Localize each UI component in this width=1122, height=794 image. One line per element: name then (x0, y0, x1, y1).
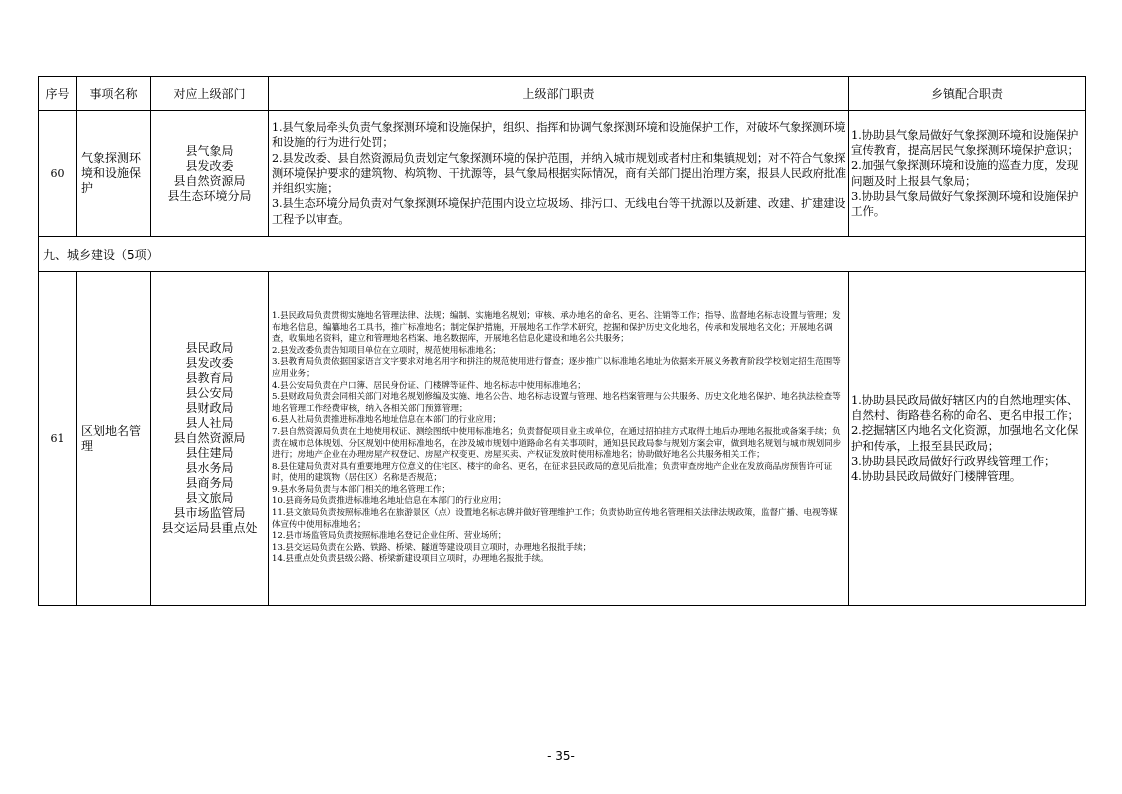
row60-duties (269, 111, 849, 237)
row60-coop (849, 111, 1086, 237)
dept-item: 县民政局 (185, 341, 234, 355)
duty-item: 5.县财政局负责会同相关部门对地名规划修编及实施、地名公告、地名标志设置与管理、地名档案管理与公共服务、历史文化地名保护、地名执法检查等地名管理工作经费审核，纳入各相关部门预算管理； (272, 392, 841, 414)
dept-item: 县财政局 (185, 401, 234, 415)
table-header-row (39, 77, 1086, 111)
duty-item: 4.县公安局负责在户口簿、居民身份证、门楼牌等证件、地名标志中使用标准地名； (272, 380, 586, 391)
table-row-61 (39, 272, 1086, 606)
dept-item: 县发改委 (185, 158, 234, 173)
dept-item: 县文旅局 (185, 491, 234, 505)
row61-seq: 61 (39, 272, 77, 606)
section-row (39, 237, 1086, 272)
row60-seq: 60 (39, 111, 77, 237)
dept-item: 县发改委 (185, 356, 234, 370)
header-item-name: 事项名称 (77, 77, 151, 111)
dept-item: 县公安局 (185, 386, 234, 400)
dept-item: 县自然资源局 (173, 431, 246, 445)
duty-item: 3.县生态环境分局负责对气象探测环境保护范围内设立垃圾场、排污口、无线电台等干扰源以及新建、改建、扩建建设工程予以审查。 (272, 197, 846, 226)
duty-item: 1.县气象局牵头负责气象探测环境和设施保护，组织、指挥和协调气象探测环境和设施保护工作，对破坏气象探测环境和设施的行为进行处罚； (272, 120, 846, 150)
dept-item: 县交运局县重点处 (161, 521, 258, 535)
dept-item: 县自然资源局 (173, 173, 246, 188)
header-dept: 对应上级部门 (151, 77, 269, 111)
dept-item: 县气象局 (185, 143, 234, 158)
section-title: 九、城乡建设（5项） (39, 237, 1086, 272)
dept-item: 县市场监管局 (173, 506, 246, 520)
coop-item: 3.协助县气象局做好气象探测环境和设施保护工作。 (851, 188, 1079, 219)
row61-depts (151, 272, 269, 606)
dept-item: 县住建局 (185, 446, 234, 460)
coop-item: 1.协助县气象局做好气象探测环境和设施保护宣传教育，提高居民气象探测环境保护意识； (851, 127, 1079, 157)
duty-item: 2.县发改委负责告知项目单位在立项时，规范使用标准地名； (272, 345, 501, 356)
duty-item: 7.县自然资源局负责在土地使用权证、测绘图纸中使用标准地名；负责督促项目业主或单位，在通过招拍挂方式取得土地后办理地名报批或备案手续；负责在城市总体规划、分区规划中使用标准地名，在涉及城市规划中道路命名有关事项时，通知县民政局参与规划方案会审，做到地名规划与城市规划同步进行；房地产企业在办理房屋产权登记、房屋产权变更、房屋买卖、产权证发放时使用标准地名；协助做好地名公共服务相关工作； (272, 426, 842, 461)
coop-item: 1.协助县民政局做好辖区内的自然地理实体、自然村、街路巷名称的命名、更名申报工作； (851, 392, 1079, 422)
duty-item: 1.县民政局负责贯彻实施地名管理法律、法规；编制、实施地名规划；审核、承办地名的命名、更名、注销等工作；指导、监督地名标志设置与管理；发布地名信息，编纂地名工具书，推广标准地名；制定保护措施，开展地名工作学术研究，挖掘和保护历史文化地名，传承和发展地名文化；开展地名调查，收集地名资料，建立和管理地名档案、地名数据库，开展地名信息化建设和地名公共服务； (272, 310, 841, 345)
row61-coop (849, 272, 1086, 606)
header-seq: 序号 (39, 77, 77, 111)
coop-item: 4.协助县民政局做好门楼牌管理。 (851, 469, 1022, 484)
duty-item: 11.县文旅局负责按照标准地名在旅游景区（点）设置地名标志牌并做好管理维护工作；负责协助宣传地名管理相关法律法规政策，监督广播、电视等媒体宣传中使用标准地名； (272, 508, 838, 530)
row60-item-name: 气象探测环境和设施保护 (77, 111, 151, 237)
coop-item: 3.协助县民政局做好行政界线管理工作； (851, 453, 1056, 468)
dept-item: 县生态环境分局 (167, 188, 252, 203)
table-row-60 (39, 111, 1086, 237)
dept-item: 县教育局 (185, 371, 234, 385)
row61-item-name: 区划地名管理 (77, 272, 151, 606)
row61-duties (269, 272, 849, 606)
duty-item: 12.县市场监管局负责按照标准地名登记企业住所、营业场所； (272, 531, 507, 542)
coop-item: 2.挖掘辖区内地名文化资源，加强地名文化保护和传承，上报至县民政局； (851, 423, 1079, 453)
header-duty: 上级部门职责 (269, 77, 849, 111)
duty-item: 6.县人社局负责推进标准地名地址信息在本部门的行业应用； (272, 415, 501, 426)
duty-item: 10.县商务局负责推进标准地名地址信息在本部门的行业应用； (272, 496, 507, 507)
duty-item: 14.县重点处负责县级公路、桥梁新建设项目立项时，办理地名报批手续。 (272, 554, 549, 565)
duty-item: 2.县发改委、县自然资源局负责划定气象探测环境的保护范围，并纳入城市规划或者村庄和集镇规划；对不符合气象探测环境保护要求的建筑物、构筑物、干扰源等，县气象局根据实际情况，商有关部门提出治理方案，报县人民政府批准并组织实施； (272, 151, 846, 196)
duty-item: 3.县教育局负责依据国家语言文字要求对地名用字和拼注的规范使用进行督查；逐步推广以标准地名地址为依据来开展义务教育阶段学校划定招生范围等应用业务； (272, 357, 841, 379)
coop-item: 2.加强气象探测环境和设施的巡查力度，发现问题及时上报县气象局； (851, 158, 1079, 188)
duty-item: 8.县住建局负责对具有重要地理方位意义的住宅区、楼宇的命名、更名，在征求县民政局的意见后批准；负责审查房地产企业在发放商品房预售许可证时，使用的建筑物（居住区）名称是否规范； (272, 461, 833, 484)
duty-table (38, 76, 1086, 606)
row60-depts (151, 111, 269, 237)
header-coop: 乡镇配合职责 (849, 77, 1086, 111)
duty-item: 13.县交运局负责在公路、铁路、桥梁、隧道等建设项目立项时，办理地名报批手续； (272, 542, 592, 553)
duty-item: 9.县水务局负责与本部门相关的地名管理工作； (272, 484, 450, 495)
dept-item: 县商务局 (185, 476, 234, 490)
dept-item: 县人社局 (185, 416, 234, 430)
dept-item: 县水务局 (185, 461, 234, 475)
page-number: - 35- (547, 749, 575, 763)
